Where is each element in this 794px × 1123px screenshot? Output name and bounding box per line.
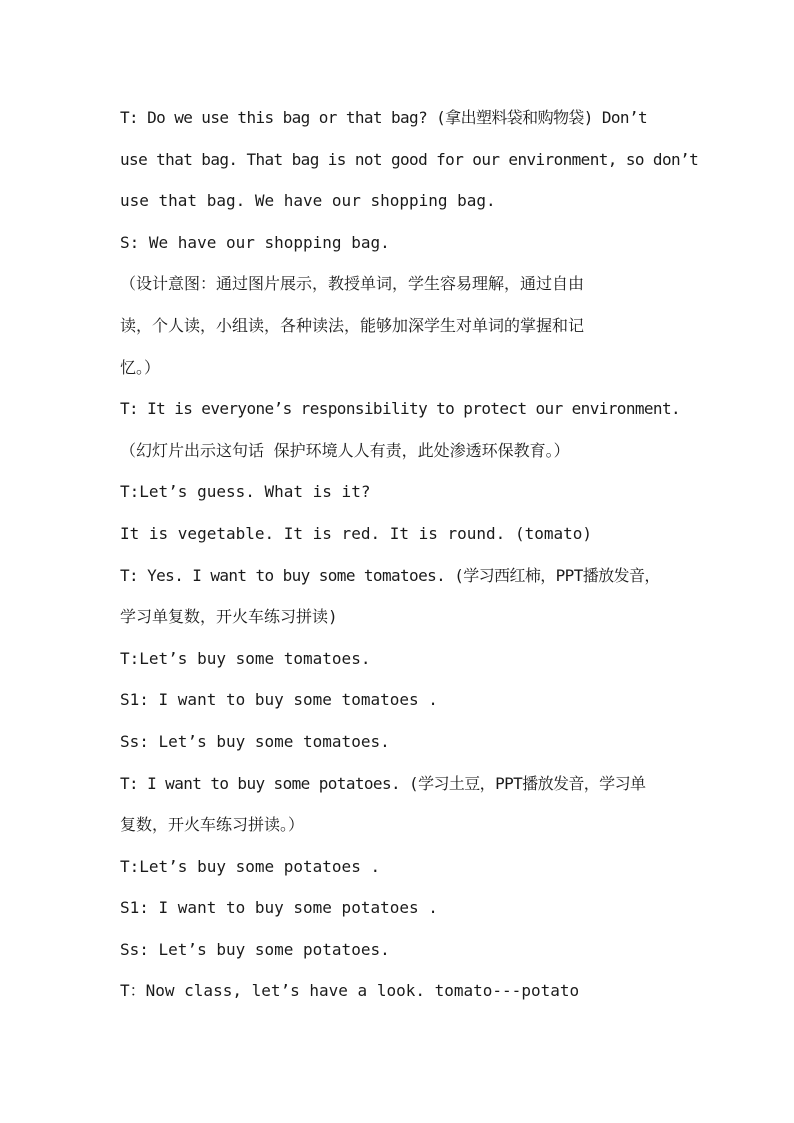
text-line: use that bag. That bag is not good for our environment, so don’t [120, 149, 699, 169]
text-line: T: I want to buy some potatoes. (学习土豆，PPT播放发音，学习单 [120, 773, 646, 793]
text-line: It is vegetable. It is red. It is round. (tomato) [120, 523, 593, 543]
text-line: S1: I want to buy some potatoes . [120, 898, 438, 918]
text-line: 复数，开火车练习拼读。） [120, 815, 305, 835]
text-line: （设计意图：通过图片展示，教授单词，学生容易理解，通过自由 [120, 274, 585, 294]
text-line: T: It is everyone’s responsibility to protect our environment. [120, 399, 681, 419]
text-line: T:Let’s buy some tomatoes. [120, 648, 371, 668]
text-line: T：Now class, let’s have a look. tomato---potato [120, 981, 580, 1001]
document-body [120, 97, 699, 1012]
text-line: Ss: Let’s buy some tomatoes. [120, 731, 390, 751]
text-line: T:Let’s guess. What is it? [120, 482, 371, 502]
text-line: S1: I want to buy some tomatoes . [120, 690, 438, 710]
text-line: Ss: Let’s buy some potatoes. [120, 939, 390, 959]
text-line: use that bag. We have our shopping bag. [120, 191, 496, 211]
text-line: 读，个人读，小组读，各种读法，能够加深学生对单词的掌握和记 [120, 315, 585, 335]
text-line: T: Yes. I want to buy some tomatoes. (学习西红柿，PPT播放发音， [120, 565, 660, 585]
text-line: T: Do we use this bag or that bag? (拿出塑料袋和购物袋) Don’t [120, 108, 648, 127]
text-line: 忆。） [120, 357, 161, 377]
text-line: S: We have our shopping bag. [120, 232, 390, 252]
text-line: （幻灯片出示这句话 保护环境人人有责，此处渗透环保教育。） [120, 440, 570, 460]
text-line: T:Let’s buy some potatoes . [120, 856, 381, 876]
text-line: 学习单复数，开火车练习拼读) [120, 607, 338, 627]
